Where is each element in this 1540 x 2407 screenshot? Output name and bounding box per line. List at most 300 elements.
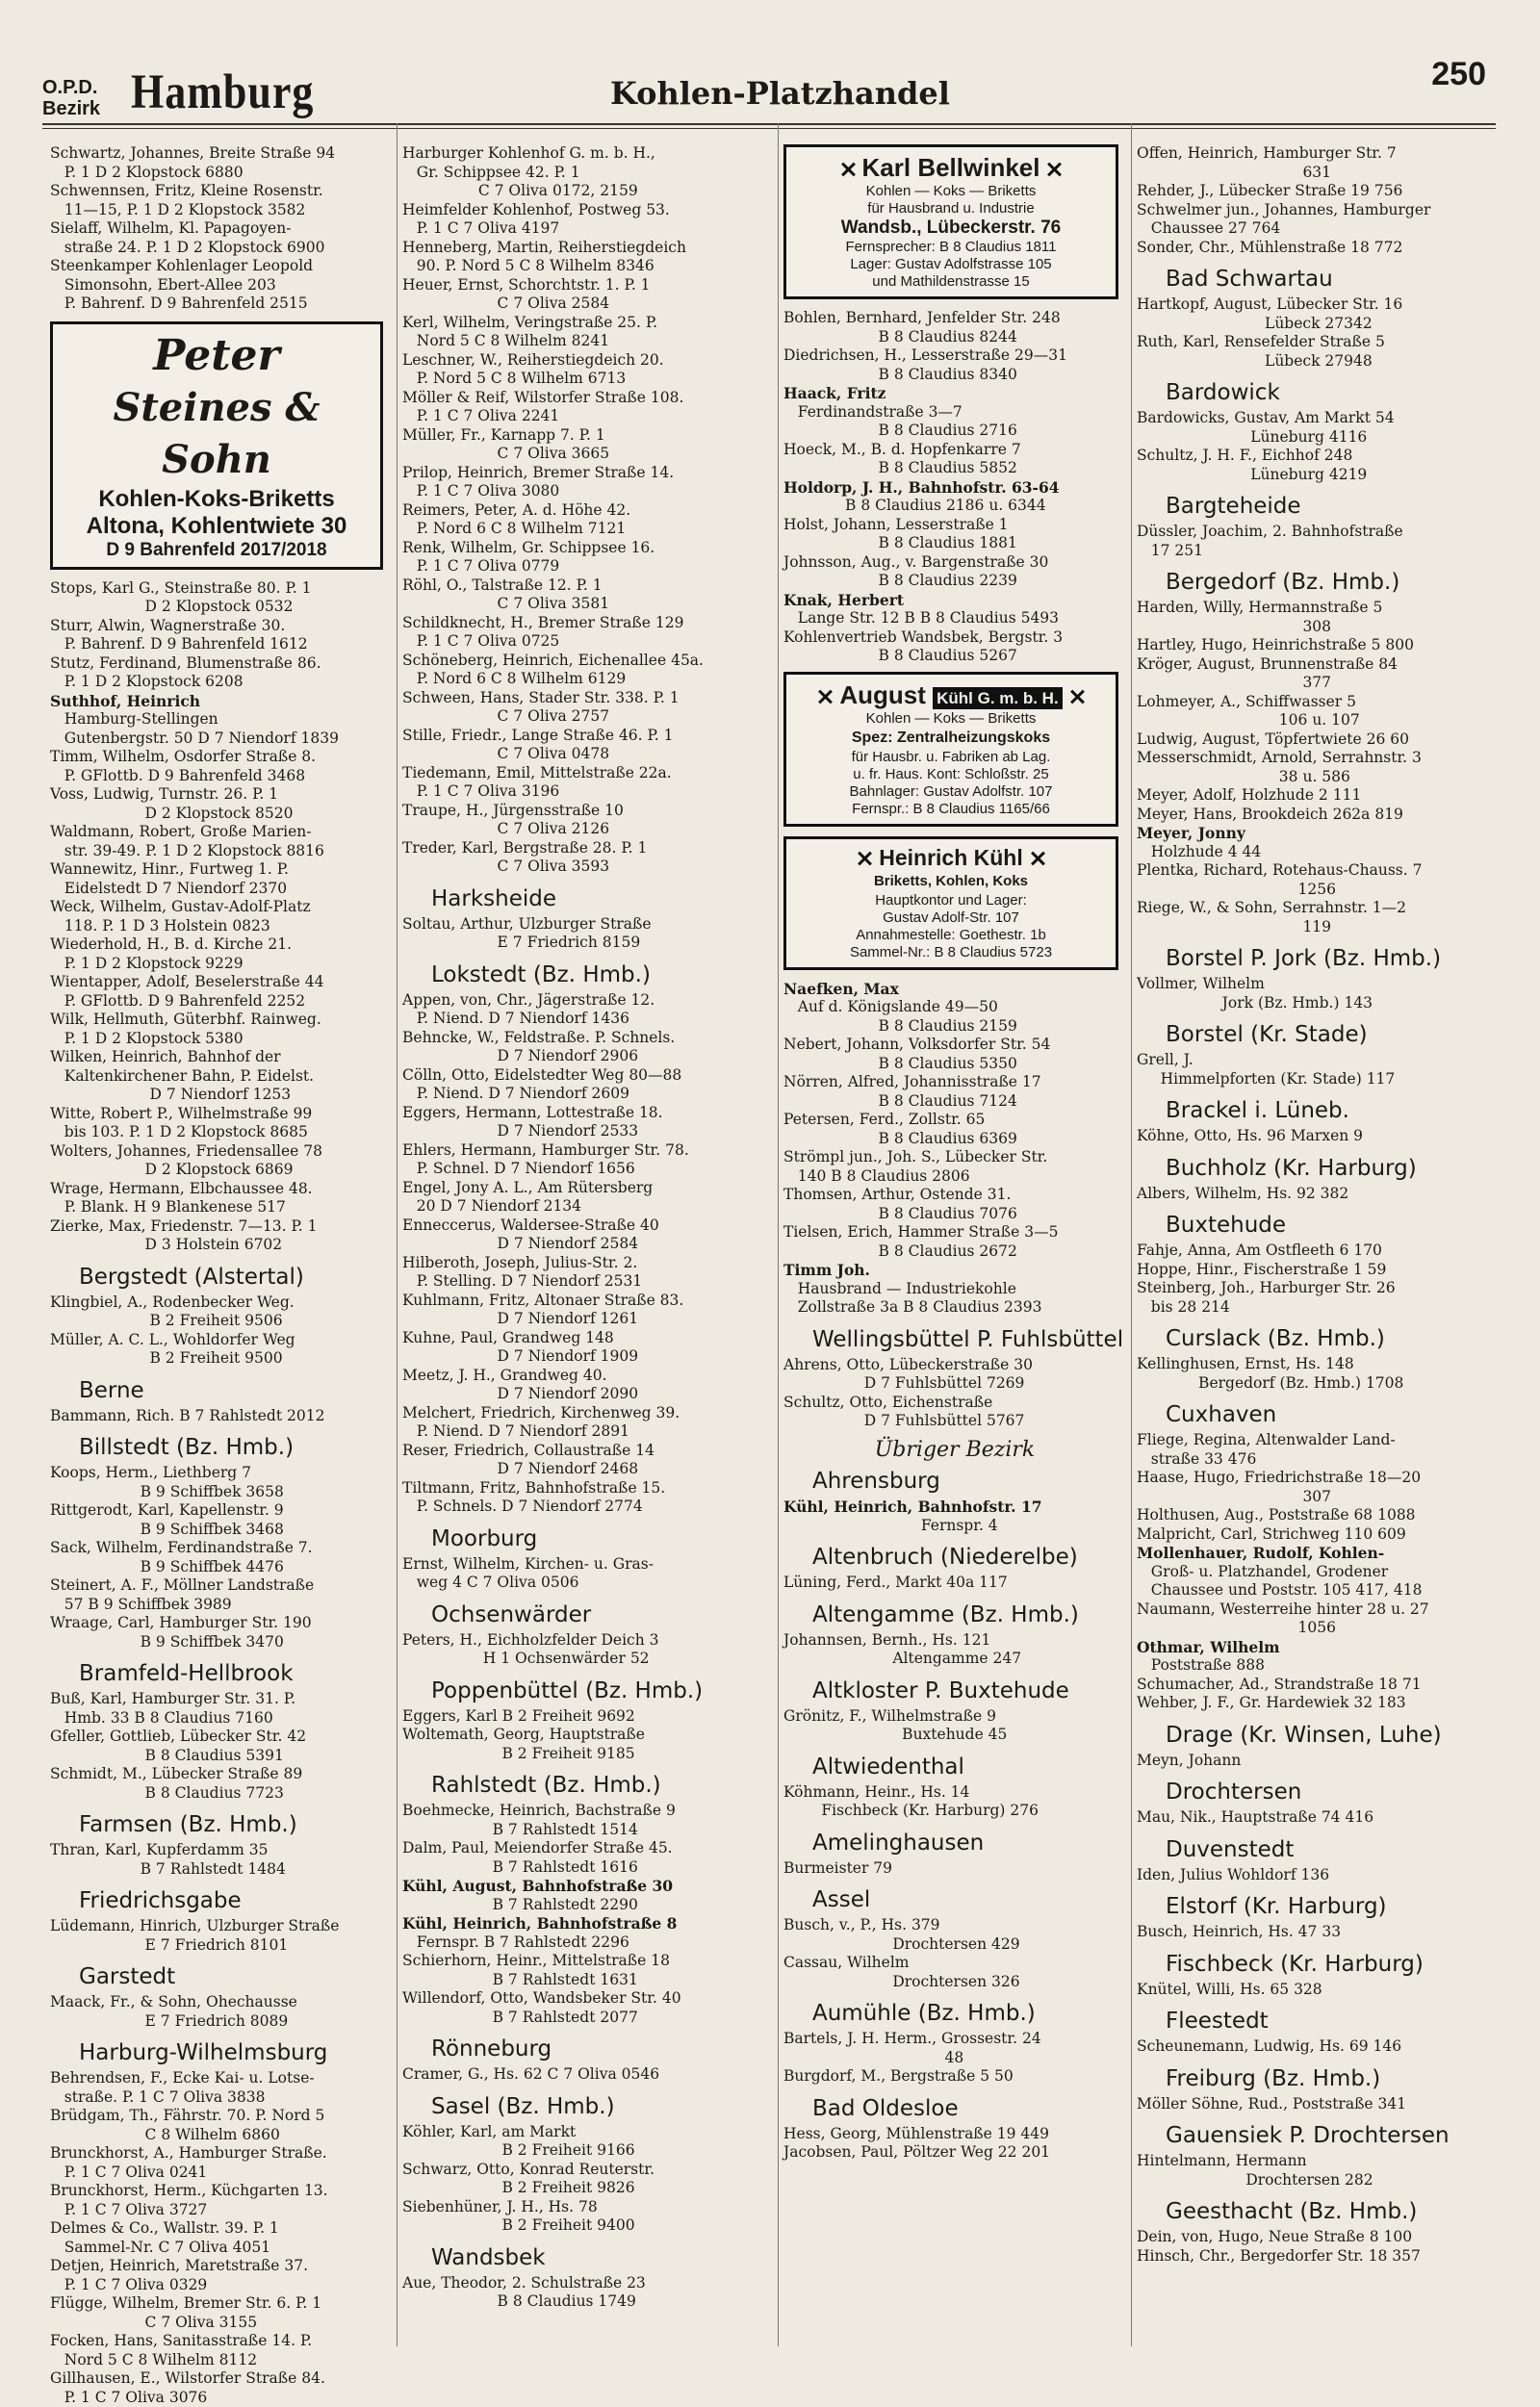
place-heading: Buchholz (Kr. Harburg) <box>1166 1156 1493 1181</box>
entries-block <box>50 144 391 314</box>
entry-line: Voss, Ludwig, Turnstr. 26. P. 1 <box>50 785 391 805</box>
entry-line: Timm Joh. <box>783 1261 1126 1280</box>
place-heading: Duvenstedt <box>1166 1837 1493 1862</box>
ad-name-text: Karl Bellwinkel <box>862 153 1040 182</box>
entry-line: Rittgerodt, Karl, Kapellenstr. 9 <box>50 1501 391 1521</box>
entry-line: Fliege, Regina, Altenwalder Land- <box>1137 1431 1493 1450</box>
entry-line: 1056 <box>1137 1619 1493 1638</box>
entry-line: Bartels, J. H. Herm., Grossestr. 24 <box>783 2030 1126 2049</box>
entry-line: D 7 Niendorf 1261 <box>402 1310 772 1329</box>
entry-line: B 7 Rahlstedt 2077 <box>402 2009 772 2028</box>
entry-line: Heimfelder Kohlenhof, Postweg 53. <box>402 201 772 220</box>
entry-line: D 2 Klopstock 0532 <box>50 598 391 617</box>
entry-line: straße. P. 1 C 7 Oliva 3838 <box>50 2088 391 2108</box>
entry-line: Nord 5 C 8 Wilhelm 8241 <box>402 332 772 351</box>
entry-line: B 9 Schiffbek 3658 <box>50 1483 391 1502</box>
entry-line: Ruth, Karl, Rensefelder Straße 5 <box>1137 333 1493 352</box>
entry-line: Othmar, Wilhelm <box>1137 1638 1493 1657</box>
sections-block <box>1137 267 1493 2266</box>
entry-line: Hess, Georg, Mühlenstraße 19 449 <box>783 2125 1126 2144</box>
entry-line: Sielaff, Wilhelm, Kl. Papagoyen- <box>50 219 391 239</box>
entry-line: Wiederhold, H., B. d. Kirche 21. <box>50 935 391 955</box>
entry-line: Malpricht, Carl, Strichweg 110 609 <box>1137 1525 1493 1545</box>
place-heading: Gauensiek P. Drochtersen <box>1166 2123 1493 2148</box>
sections-block <box>50 1265 391 2407</box>
ad-name: Steines & Sohn <box>61 382 372 486</box>
entry-line: Meyer, Jonny <box>1137 824 1493 843</box>
entry-line: Müller, Fr., Karnapp 7. P. 1 <box>402 426 772 446</box>
entry-line: Haase, Hugo, Friedrichstraße 18—20 <box>1137 1469 1493 1488</box>
entry-line: Haack, Fritz <box>783 384 1126 403</box>
entry-line: B 8 Claudius 5852 <box>783 459 1126 478</box>
entry-line: 377 <box>1137 674 1493 693</box>
entry-line: D 7 Niendorf 1253 <box>50 1086 391 1105</box>
place-heading: Friedrichsgabe <box>79 1888 391 1913</box>
advertisement-august-kuehl <box>783 672 1118 827</box>
hammer-icon <box>1068 688 1086 705</box>
header-rule <box>42 123 1496 125</box>
entry-line: Kohlenvertrieb Wandsbek, Bergstr. 3 <box>783 628 1126 648</box>
ad-line: Wandsb., Lübeckerstr. 76 <box>794 218 1108 239</box>
entry-line: Traupe, H., Jürgensstraße 10 <box>402 802 772 821</box>
entry-line: Tielsen, Erich, Hammer Straße 3—5 <box>783 1223 1126 1242</box>
entry-line: Behrendsen, F., Ecke Kai- u. Lotse- <box>50 2069 391 2088</box>
entry-line: Burmeister 79 <box>783 1859 1126 1879</box>
place-heading: Freiburg (Bz. Hmb.) <box>1166 2066 1493 2091</box>
sections-block <box>783 1327 1126 1431</box>
entry-line: Woltemath, Georg, Hauptstraße <box>402 1726 772 1745</box>
entry-line: Lübeck 27342 <box>1137 315 1493 334</box>
place-heading: Bergedorf (Bz. Hmb.) <box>1166 570 1493 595</box>
entry-line: 1256 <box>1137 881 1493 900</box>
place-heading: Bargteheide <box>1166 494 1493 519</box>
entry-line: Möller Söhne, Rud., Poststraße 341 <box>1137 2095 1493 2114</box>
entry-line: Schwennsen, Fritz, Kleine Rosenstr. <box>50 182 391 201</box>
entry-line: Ludwig, August, Töpfertwiete 26 60 <box>1137 730 1493 750</box>
entry-line: Brunckhorst, Herm., Küchgarten 13. <box>50 2182 391 2201</box>
place-heading: Harburg-Wilhelmsburg <box>79 2040 391 2065</box>
entry-line: P. 1 C 7 Oliva 0725 <box>402 632 772 652</box>
column-separator <box>1131 123 1132 2346</box>
entry-line: B 9 Schiffbek 4476 <box>50 1558 391 1577</box>
entry-line: D 2 Klopstock 8520 <box>50 805 391 824</box>
entries-block <box>50 579 391 1255</box>
entry-line: Stille, Friedr., Lange Straße 46. P. 1 <box>402 727 772 746</box>
entry-line: P. Bahrenf. D 9 Bahrenfeld 2515 <box>50 294 391 314</box>
advertisement-heinrich-kuehl <box>783 836 1118 970</box>
entry-line: Stops, Karl G., Steinstraße 80. P. 1 <box>50 579 391 599</box>
entry-line: Düssler, Joachim, 2. Bahnhofstraße <box>1137 523 1493 542</box>
ad-line: Gustav Adolf-Str. 107 <box>794 909 1108 927</box>
entry-line: Naumann, Westerreihe hinter 28 u. 27 <box>1137 1600 1493 1620</box>
entry-line: Johnsson, Aug., v. Bargenstraße 30 <box>783 553 1126 573</box>
entry-line: Schultz, Otto, Eichenstraße <box>783 1394 1126 1413</box>
entry-line: Simonsohn, Ebert-Allee 203 <box>50 276 391 295</box>
entry-line: P. Schnel. D 7 Niendorf 1656 <box>402 1160 772 1179</box>
ad-name <box>794 153 1108 183</box>
entry-line: Witte, Robert P., Wilhelmstraße 99 <box>50 1105 391 1124</box>
entry-line: 631 <box>1137 164 1493 183</box>
entry-line: str. 39-49. P. 1 D 2 Klopstock 8816 <box>50 842 391 861</box>
entry-line: P. Schnels. D 7 Niendorf 2774 <box>402 1498 772 1517</box>
entry-line: Ernst, Wilhelm, Kirchen- u. Gras- <box>402 1555 772 1575</box>
entry-line: Steinberg, Joh., Harburger Str. 26 <box>1137 1279 1493 1298</box>
entry-line: Schöneberg, Heinrich, Eichenallee 45a. <box>402 652 772 671</box>
entry-line: Willendorf, Otto, Wandsbeker Str. 40 <box>402 1989 772 2009</box>
place-heading: Farmsen (Bz. Hmb.) <box>79 1812 391 1837</box>
entry-line: Thomsen, Arthur, Ostende 31. <box>783 1186 1126 1205</box>
entry-line: 140 B 8 Claudius 2806 <box>783 1167 1126 1187</box>
entry-line: D 7 Niendorf 2090 <box>402 1385 772 1404</box>
entry-line: Petersen, Ferd., Zollstr. 65 <box>783 1111 1126 1130</box>
ad-line: Briketts, Kohlen, Koks <box>794 871 1108 892</box>
entry-line: straße 33 476 <box>1137 1450 1493 1470</box>
entry-line: C 7 Oliva 0172, 2159 <box>402 182 772 201</box>
entry-line: Bergedorf (Bz. Hmb.) 1708 <box>1137 1374 1493 1394</box>
entry-line: Wilken, Heinrich, Bahnhof der <box>50 1048 391 1067</box>
entry-line: Köhmann, Heinr., Hs. 14 <box>783 1783 1126 1803</box>
entry-line: Nörren, Alfred, Johannisstraße 17 <box>783 1073 1126 1092</box>
entry-line: P. Blank. H 9 Blankenese 517 <box>50 1198 391 1217</box>
entry-line: D 7 Fuhlsbüttel 5767 <box>783 1412 1126 1431</box>
entry-line: Jacobsen, Paul, Pöltzer Weg 22 201 <box>783 2143 1126 2163</box>
entries-block <box>783 309 1126 666</box>
entry-line: Lübeck 27948 <box>1137 352 1493 371</box>
ad-line: Altona, Kohlentwiete 30 <box>61 513 372 540</box>
entry-line: 90. P. Nord 5 C 8 Wilhelm 8346 <box>402 257 772 276</box>
entry-line: Hintelmann, Hermann <box>1137 2152 1493 2171</box>
entry-line: Sack, Wilhelm, Ferdinandstraße 7. <box>50 1539 391 1558</box>
entry-line: B 8 Claudius 5391 <box>50 1747 391 1766</box>
entry-line: Drochtersen 326 <box>783 1973 1126 1992</box>
entry-line: Zierke, Max, Friedenstr. 7—13. P. 1 <box>50 1217 391 1237</box>
entry-line: Waldmann, Robert, Große Marien- <box>50 823 391 842</box>
entry-line: Sturr, Alwin, Wagnerstraße 30. <box>50 617 391 636</box>
entry-line: Müller, A. C. L., Wohldorfer Weg <box>50 1331 391 1350</box>
entry-line: B 8 Claudius 5267 <box>783 647 1126 666</box>
sections-block <box>783 1469 1126 2163</box>
entry-line: C 7 Oliva 2584 <box>402 294 772 314</box>
entry-line: straße 24. P. 1 D 2 Klopstock 6900 <box>50 239 391 258</box>
entry-line: Grönitz, F., Wilhelmstraße 9 <box>783 1707 1126 1727</box>
advertisement-bellwinkel <box>783 144 1118 299</box>
entries-block <box>783 980 1126 1318</box>
entry-line: Diedrichsen, H., Lesserstraße 29—31 <box>783 346 1126 366</box>
entry-line: Meyer, Hans, Brookdeich 262a 819 <box>1137 806 1493 825</box>
hammer-icon <box>856 850 873 867</box>
place-heading: Altwiedenthal <box>812 1754 1126 1780</box>
opd-text: O.P.D. <box>42 77 100 98</box>
entry-line: Fahje, Anna, Am Ostfleeth 6 170 <box>1137 1242 1493 1261</box>
entry-line: C 7 Oliva 2126 <box>402 820 772 839</box>
ad-line: D 9 Bahrenfeld 2017/2018 <box>61 540 372 561</box>
ad-line: Annahmestelle: Goethestr. 1b <box>794 927 1108 944</box>
ad-line: für Hausbr. u. Fabriken ab Lag. <box>794 749 1108 766</box>
entry-line: 307 <box>1137 1488 1493 1507</box>
entry-line: Himmelpforten (Kr. Stade) 117 <box>1137 1070 1493 1089</box>
entry-line: Mau, Nik., Hauptstraße 74 416 <box>1137 1808 1493 1828</box>
entry-line: Kühl, August, Bahnhofstraße 30 <box>402 1877 772 1896</box>
entry-line: Buxtehude 45 <box>783 1726 1126 1745</box>
entry-line: Holdorp, J. H., Bahnhofstr. 63-64 <box>783 478 1126 498</box>
entry-line: Strömpl jun., Joh. S., Lübecker Str. <box>783 1148 1126 1167</box>
place-heading: Brackel i. Lüneb. <box>1166 1098 1493 1123</box>
entry-line: Johannsen, Bernh., Hs. 121 <box>783 1631 1126 1651</box>
entry-line: P. Niend. D 7 Niendorf 2891 <box>402 1422 772 1442</box>
entry-line: Bohlen, Bernhard, Jenfelder Str. 248 <box>783 309 1126 328</box>
place-heading: Rönneburg <box>431 2036 772 2061</box>
entry-line: Flügge, Wilhelm, Bremer Str. 6. P. 1 <box>50 2294 391 2314</box>
entry-line: B 2 Freiheit 9166 <box>402 2141 772 2161</box>
place-heading: Lokstedt (Bz. Hmb.) <box>431 962 772 987</box>
entry-line: E 7 Friedrich 8159 <box>402 934 772 953</box>
ad-name-text: Kühl G. m. b. H. <box>933 687 1063 709</box>
entry-line: Wolters, Johannes, Friedensallee 78 <box>50 1142 391 1162</box>
entry-line: 38 u. 586 <box>1137 768 1493 787</box>
section-title: Kohlen-Platzhandel <box>610 75 950 112</box>
entry-line: Siebenhüner, J. H., Hs. 78 <box>402 2198 772 2217</box>
entry-line: B 7 Rahlstedt 1631 <box>402 1971 772 1990</box>
entry-line: B 8 Claudius 6369 <box>783 1130 1126 1149</box>
ad-line: Fernspr.: B 8 Claudius 1165/66 <box>794 801 1108 818</box>
entry-line: 11—15, P. 1 D 2 Klopstock 3582 <box>50 201 391 220</box>
entry-line: Cassau, Wilhelm <box>783 1954 1126 1973</box>
entry-line: B 2 Freiheit 9185 <box>402 1745 772 1764</box>
entry-line: Tiltmann, Fritz, Bahnhofstraße 15. <box>402 1479 772 1498</box>
hammer-icon <box>816 688 834 705</box>
entry-line: Reimers, Peter, A. d. Höhe 42. <box>402 501 772 521</box>
place-heading: Ochsenwärder <box>431 1602 772 1627</box>
ad-line: Lager: Gustav Adolfstrasse 105 <box>794 256 1108 273</box>
ad-name <box>794 680 1108 710</box>
ad-line: und Mathildenstrasse 15 <box>794 273 1108 291</box>
entry-line: Reser, Friedrich, Collaustraße 14 <box>402 1442 772 1461</box>
entry-line: Albers, Wilhelm, Hs. 92 382 <box>1137 1185 1493 1204</box>
entry-line: P. 1 D 2 Klopstock 9229 <box>50 955 391 974</box>
entry-line: Messerschmidt, Arnold, Serrahnstr. 3 <box>1137 749 1493 768</box>
entry-line: Eggers, Hermann, Lottestraße 18. <box>402 1104 772 1123</box>
entry-line: Brunckhorst, A., Hamburger Straße. <box>50 2144 391 2164</box>
entry-line: Gillhausen, E., Wilstorfer Straße 84. <box>50 2369 391 2389</box>
entry-line: Nord 5 C 8 Wilhelm 8112 <box>50 2351 391 2370</box>
entry-line: Vollmer, Wilhelm <box>1137 975 1493 994</box>
entry-line: E 7 Friedrich 8089 <box>50 2012 391 2032</box>
entry-line: Detjen, Heinrich, Maretstraße 37. <box>50 2257 391 2276</box>
entry-line: P. 1 C 7 Oliva 4197 <box>402 219 772 239</box>
advertisement-steines <box>50 321 383 570</box>
entry-line: P. 1 C 7 Oliva 0241 <box>50 2164 391 2183</box>
entry-line: P. 1 D 2 Klopstock 5380 <box>50 1030 391 1049</box>
entry-line: P. Bahrenf. D 9 Bahrenfeld 1612 <box>50 635 391 654</box>
page-header <box>42 56 1486 133</box>
entry-line: D 7 Fuhlsbüttel 7269 <box>783 1374 1126 1394</box>
place-heading: Berne <box>79 1378 391 1403</box>
entry-line: P. 1 C 7 Oliva 0329 <box>50 2276 391 2295</box>
place-heading: Drochtersen <box>1166 1780 1493 1805</box>
entry-line: Chaussee 27 764 <box>1137 219 1493 239</box>
entry-line: Fernspr. 4 <box>783 1517 1126 1536</box>
entry-line: E 7 Friedrich 8101 <box>50 1936 391 1956</box>
entry-line: Prilop, Heinrich, Bremer Straße 14. <box>402 464 772 483</box>
entry-line: 48 <box>783 2049 1126 2068</box>
ad-line: Kohlen — Koks — Briketts <box>794 710 1108 728</box>
entry-line: Peters, H., Eichholzfelder Deich 3 <box>402 1631 772 1651</box>
entry-line: P. 1 D 2 Klopstock 6880 <box>50 164 391 183</box>
column-2 <box>402 144 772 2358</box>
entry-line: Eidelstedt D 7 Niendorf 2370 <box>50 880 391 899</box>
entry-line: Wrage, Hermann, Elbchaussee 48. <box>50 1180 391 1199</box>
entry-line: B 9 Schiffbek 3468 <box>50 1521 391 1540</box>
entry-line: D 7 Niendorf 2906 <box>402 1047 772 1066</box>
place-heading: Altenbruch (Niederelbe) <box>812 1545 1126 1570</box>
entry-line: P. Stelling. D 7 Niendorf 2531 <box>402 1272 772 1292</box>
entry-line: Hilberoth, Joseph, Julius-Str. 2. <box>402 1254 772 1273</box>
place-heading: Bad Oldesloe <box>812 2096 1126 2121</box>
entry-line: Heuer, Ernst, Schorchtstr. 1. P. 1 <box>402 276 772 295</box>
entry-line: Fischbeck (Kr. Harburg) 276 <box>783 1802 1126 1821</box>
column-3 <box>783 144 1126 2358</box>
entry-line: P. Nord 6 C 8 Wilhelm 7121 <box>402 520 772 539</box>
column-4 <box>1137 144 1493 2358</box>
place-heading: Moorburg <box>431 1526 772 1551</box>
entry-line: Soltau, Arthur, Ulzburger Straße <box>402 915 772 935</box>
entry-line: Suthhof, Heinrich <box>50 692 391 711</box>
place-heading: Poppenbüttel (Bz. Hmb.) <box>431 1678 772 1703</box>
ad-name-text: August <box>839 680 926 709</box>
entry-line: Hmb. 33 B 8 Claudius 7160 <box>50 1709 391 1728</box>
ad-line: Spez: Zentralheizungskoks <box>794 728 1108 749</box>
entry-line: Wehber, J. F., Gr. Hardewiek 32 183 <box>1137 1694 1493 1713</box>
entry-line: 17 251 <box>1137 542 1493 561</box>
entry-line: P. 1 C 7 Oliva 3076 <box>50 2389 391 2407</box>
entry-line: P. Niend. D 7 Niendorf 1436 <box>402 1010 772 1029</box>
entry-line: Hartley, Hugo, Heinrichstraße 5 800 <box>1137 636 1493 655</box>
entry-line: P. Nord 6 C 8 Wilhelm 6129 <box>402 670 772 689</box>
entry-line: 118. P. 1 D 3 Holstein 0823 <box>50 917 391 936</box>
entry-line: Schwartz, Johannes, Breite Straße 94 <box>50 144 391 164</box>
ad-line: Kohlen-Koks-Briketts <box>61 486 372 513</box>
entry-line: B 8 Claudius 1749 <box>402 2292 772 2312</box>
column-separator <box>397 123 398 2346</box>
entry-line: Köhler, Karl, am Markt <box>402 2123 772 2142</box>
entry-line: P. 1 C 7 Oliva 3080 <box>402 482 772 501</box>
entry-line: B 2 Freiheit 9506 <box>50 1312 391 1331</box>
hammer-icon <box>1045 161 1063 178</box>
entry-line: Aue, Theodor, 2. Schulstraße 23 <box>402 2274 772 2293</box>
entry-line: Enneccerus, Waldersee-Straße 40 <box>402 1216 772 1236</box>
region-heading: Übriger Bezirk <box>783 1441 1126 1460</box>
entry-line: B 9 Schiffbek 3470 <box>50 1633 391 1652</box>
entry-line: Möller & Reif, Wilstorfer Straße 108. <box>402 389 772 408</box>
entry-line: Schildknecht, H., Bremer Straße 129 <box>402 614 772 633</box>
entry-line: bis 28 214 <box>1137 1298 1493 1318</box>
entry-line: B 7 Rahlstedt 1616 <box>402 1858 772 1878</box>
entry-line: Holst, Johann, Lesserstraße 1 <box>783 516 1126 535</box>
place-heading: Bardowick <box>1166 380 1493 405</box>
ad-line: Bahnlager: Gustav Adolfstr. 107 <box>794 783 1108 801</box>
place-heading: Fleestedt <box>1166 2009 1493 2034</box>
entry-line: 106 u. 107 <box>1137 711 1493 730</box>
page-number: 250 <box>1431 56 1486 93</box>
entry-line: D 7 Niendorf 1909 <box>402 1347 772 1367</box>
entry-line: Cölln, Otto, Eidelstedter Weg 80—88 <box>402 1066 772 1086</box>
entry-line: Schultz, J. H. F., Eichhof 248 <box>1137 447 1493 466</box>
place-heading: Altkloster P. Buxtehude <box>812 1678 1126 1703</box>
entry-line: D 3 Holstein 6702 <box>50 1236 391 1255</box>
entry-line: Boehmecke, Heinrich, Bachstraße 9 <box>402 1802 772 1821</box>
entry-line: Schween, Hans, Stader Str. 338. P. 1 <box>402 689 772 708</box>
entry-line: Gutenbergstr. 50 D 7 Niendorf 1839 <box>50 730 391 749</box>
ad-line: u. fr. Haus. Kont: Schloßstr. 25 <box>794 766 1108 783</box>
opd-label <box>42 77 100 119</box>
entry-line: Meyn, Johann <box>1137 1752 1493 1771</box>
entry-line: Steenkamper Kohlenlager Leopold <box>50 257 391 276</box>
entry-line: D 7 Niendorf 2533 <box>402 1122 772 1141</box>
place-heading: Altengamme (Bz. Hmb.) <box>812 1602 1126 1627</box>
entry-line: Mollenhauer, Rudolf, Kohlen- <box>1137 1544 1493 1563</box>
entry-line: Wannewitz, Hinr., Furtweg 1. P. <box>50 860 391 880</box>
entry-line: Behncke, W., Feldstraße. P. Schnels. <box>402 1029 772 1048</box>
city-title: Hamburg <box>131 64 314 120</box>
entry-line: Meyer, Adolf, Holzhude 2 111 <box>1137 786 1493 806</box>
entry-line: Kuhlmann, Fritz, Altonaer Straße 83. <box>402 1292 772 1311</box>
entry-line: B 8 Claudius 2672 <box>783 1242 1126 1262</box>
entry-line: Leschner, W., Reiherstiegdeich 20. <box>402 351 772 371</box>
sections-block <box>402 886 772 2312</box>
entry-line: Zollstraße 3a B 8 Claudius 2393 <box>783 1298 1126 1318</box>
entry-line: Engel, Jony A. L., Am Rütersberg <box>402 1179 772 1198</box>
entry-line: C 7 Oliva 3155 <box>50 2314 391 2333</box>
place-heading: Rahlstedt (Bz. Hmb.) <box>431 1773 772 1798</box>
entry-line: Hoeck, M., B. d. Hopfenkarre 7 <box>783 441 1126 460</box>
entry-line: B 7 Rahlstedt 1514 <box>402 1821 772 1840</box>
entry-line: Kaltenkirchener Bahn, P. Eidelst. <box>50 1067 391 1087</box>
entry-line: C 7 Oliva 3593 <box>402 858 772 877</box>
entry-line: Meetz, J. H., Grandweg 40. <box>402 1367 772 1386</box>
ad-line: Sammel-Nr.: B 8 Claudius 5723 <box>794 944 1108 961</box>
place-heading: Bad Schwartau <box>1166 267 1493 292</box>
entry-line: B 8 Claudius 5350 <box>783 1055 1126 1074</box>
entry-line: C 7 Oliva 2757 <box>402 707 772 727</box>
entry-line: D 2 Klopstock 6869 <box>50 1161 391 1180</box>
ad-line: für Hausbrand u. Industrie <box>794 200 1108 218</box>
entry-line: Fernspr. B 7 Rahlstedt 2296 <box>402 1933 772 1953</box>
entry-line: B 8 Claudius 2239 <box>783 572 1126 591</box>
entry-line: B 8 Claudius 8340 <box>783 366 1126 385</box>
entry-line: B 8 Claudius 8244 <box>783 328 1126 347</box>
entry-line: Iden, Julius Wohldorf 136 <box>1137 1866 1493 1885</box>
place-heading: Curslack (Bz. Hmb.) <box>1166 1326 1493 1351</box>
header-rule-thin <box>42 128 1496 129</box>
place-heading: Bergstedt (Alstertal) <box>79 1265 391 1290</box>
entry-line: Focken, Hans, Sanitasstraße 14. P. <box>50 2332 391 2351</box>
entry-line: Hinsch, Chr., Bergedorfer Str. 18 357 <box>1137 2247 1493 2266</box>
ad-name: Peter <box>61 330 372 382</box>
entry-line: Ahrens, Otto, Lübeckerstraße 30 <box>783 1356 1126 1375</box>
entry-line: Hausbrand — Industriekohle <box>783 1280 1126 1299</box>
entry-line: Delmes & Co., Wallstr. 39. P. 1 <box>50 2219 391 2239</box>
entry-line: C 8 Wilhelm 6860 <box>50 2126 391 2145</box>
entry-line: Koops, Herm., Liethberg 7 <box>50 1464 391 1483</box>
entry-line: B 8 Claudius 7723 <box>50 1784 391 1804</box>
entry-line: Lüneburg 4116 <box>1137 428 1493 448</box>
entry-line: Treder, Karl, Bergstraße 28. P. 1 <box>402 839 772 858</box>
entry-line: Chaussee und Poststr. 105 417, 418 <box>1137 1581 1493 1600</box>
entry-line: B 7 Rahlstedt 2290 <box>402 1896 772 1915</box>
place-heading: Borstel P. Jork (Bz. Hmb.) <box>1166 946 1493 971</box>
entry-line: Bammann, Rich. B 7 Rahlstedt 2012 <box>50 1407 391 1426</box>
entry-line: Appen, von, Chr., Jägerstraße 12. <box>402 991 772 1011</box>
